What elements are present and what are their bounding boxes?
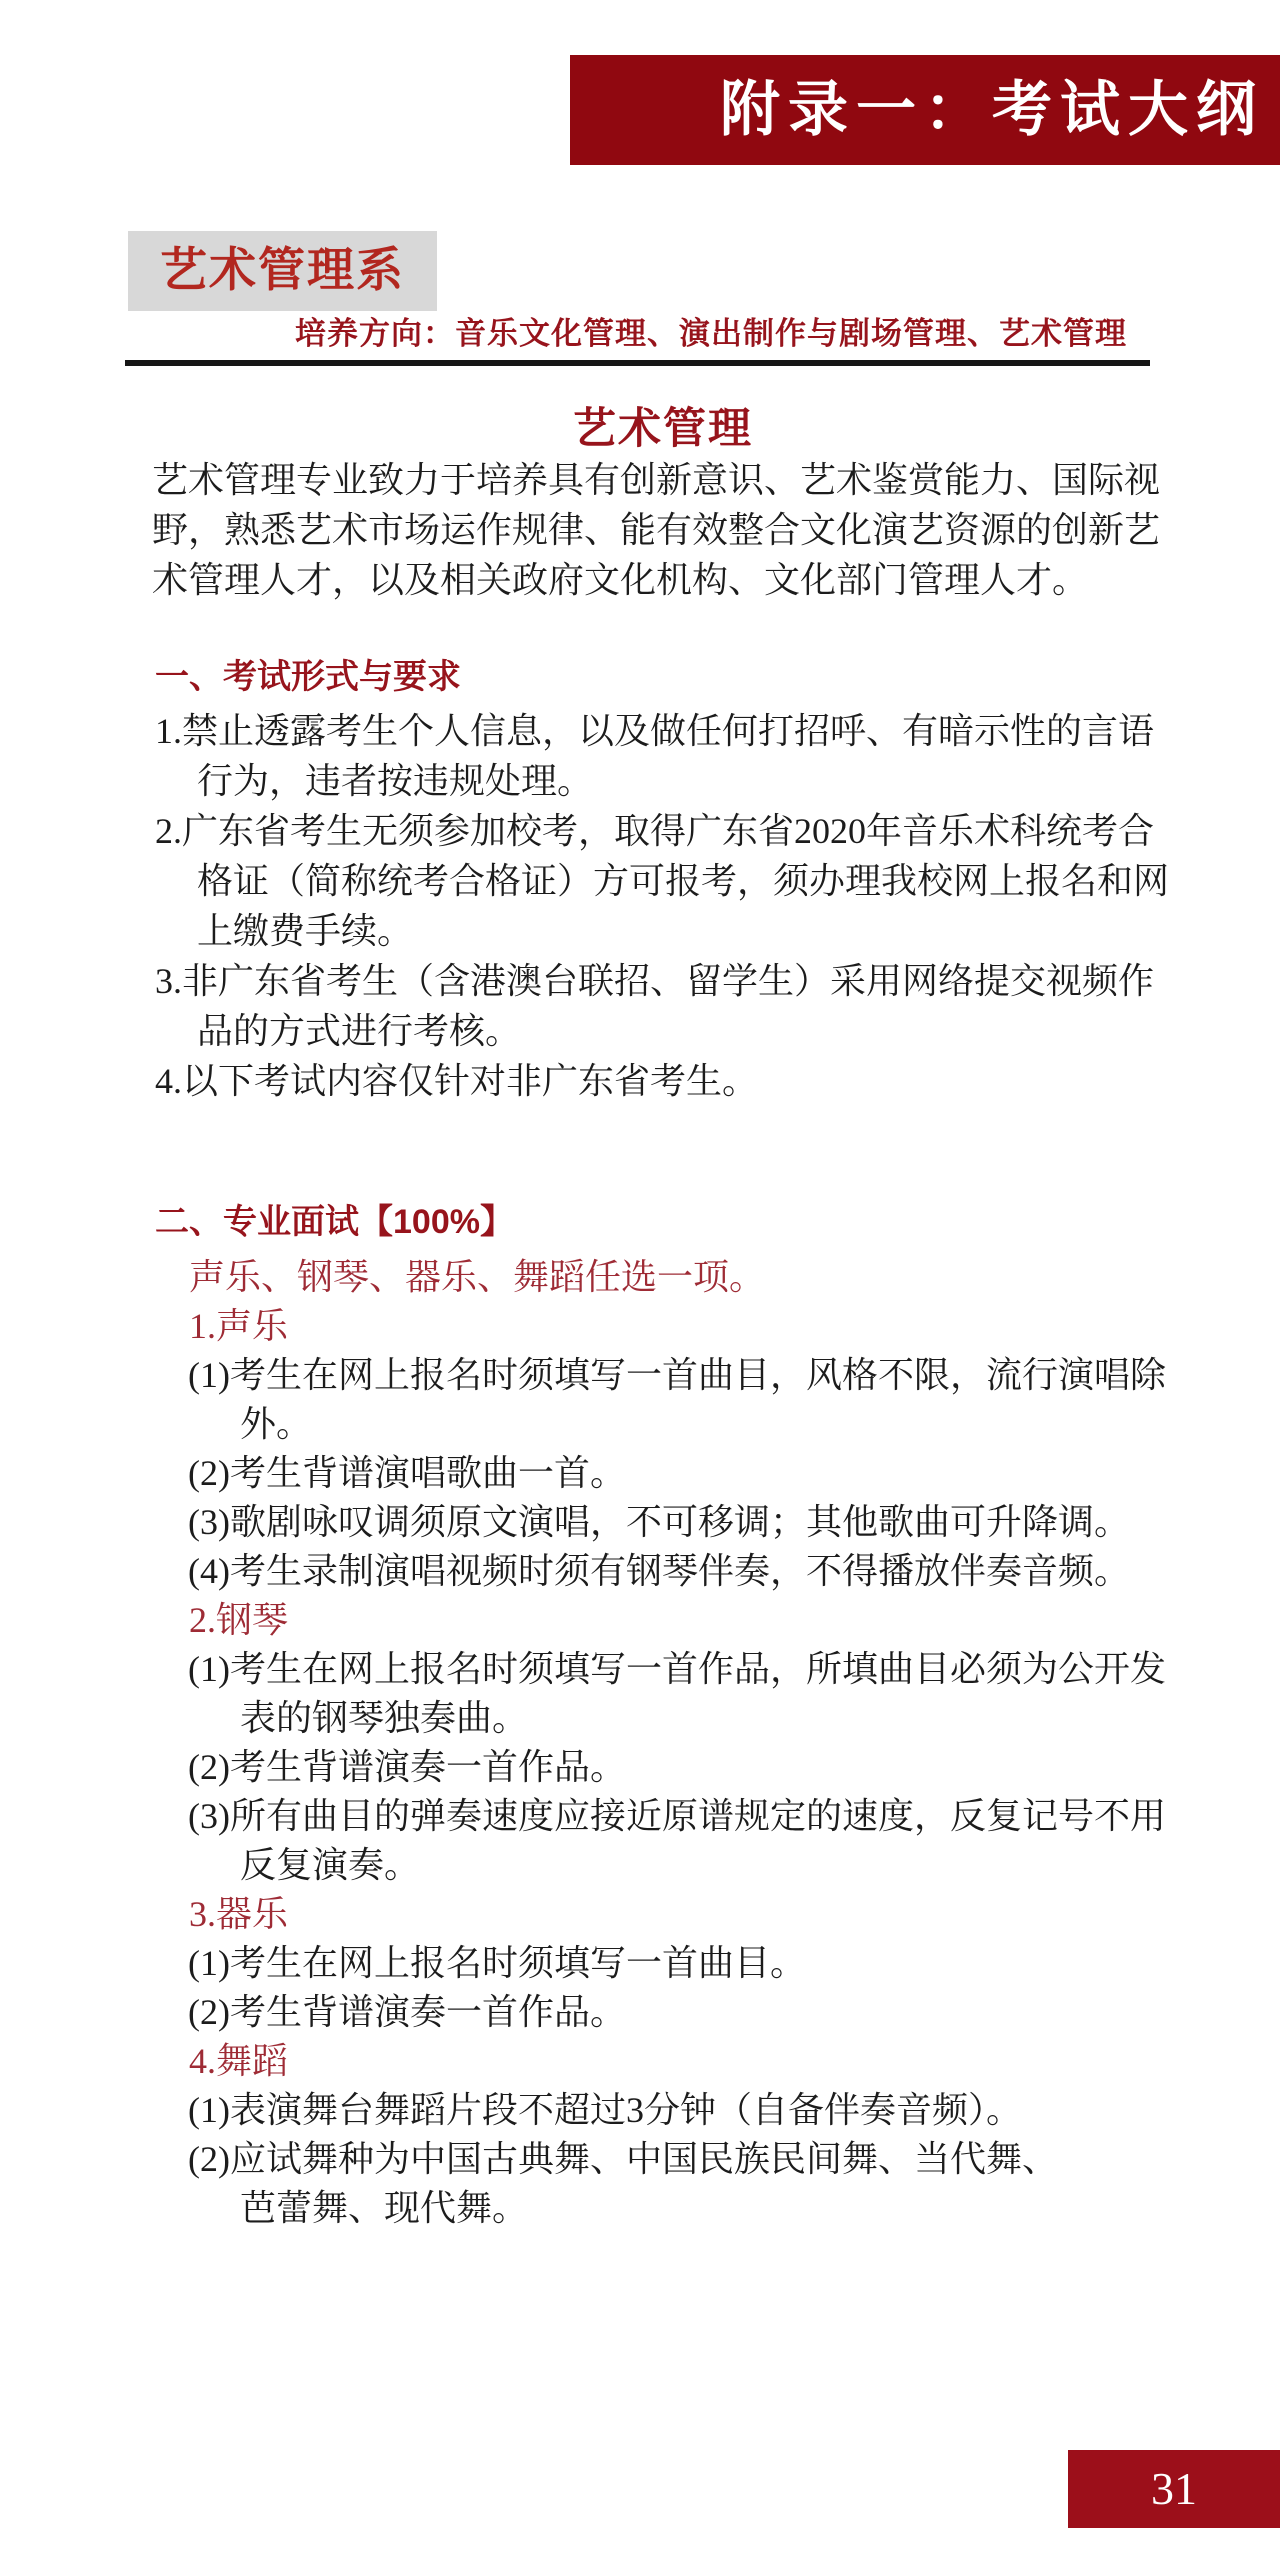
text-line: 术管理人才，以及相关政府文化机构、文化部门管理人才。 xyxy=(152,560,1089,600)
page-number-box xyxy=(1068,2450,1280,2528)
text-line: (1)考生在网上报名时须填写一首曲目。 xyxy=(188,1943,806,1983)
text-line: 芭蕾舞、现代舞。 xyxy=(240,2188,529,2228)
text-line: (2)考生背谱演唱歌曲一首。 xyxy=(188,1453,626,1493)
appendix-banner xyxy=(570,55,1280,165)
text-line: (2)考生背谱演奏一首作品。 xyxy=(188,1747,626,1787)
text-line: (2)应试舞种为中国古典舞、中国民族民间舞、当代舞、 xyxy=(188,2139,1058,2179)
text-line: 4.以下考试内容仅针对非广东省考生。 xyxy=(155,1061,759,1101)
text-line: (4)考生录制演唱视频时须有钢琴伴奏，不得播放伴奏音频。 xyxy=(188,1551,1130,1591)
section-heading: 二、专业面试【100%】 xyxy=(155,1203,514,1241)
text-line: (1)考生在网上报名时须填写一首作品，所填曲目必须为公开发 xyxy=(188,1649,1166,1689)
text-line: (1)考生在网上报名时须填写一首曲目，风格不限，流行演唱除 xyxy=(188,1355,1166,1395)
section-heading: 一、考试形式与要求 xyxy=(155,658,461,696)
text-line: 2.广东省考生无须参加校考，取得广东省2020年音乐术科统考合 xyxy=(155,811,1155,851)
text-line: 3.非广东省考生（含港澳台联招、留学生）采用网络提交视频作 xyxy=(155,961,1155,1001)
major-intro-paragraph xyxy=(0,455,1280,605)
training-direction-text: 培养方向：音乐文化管理、演出制作与剧场管理、艺术管理 xyxy=(295,316,1127,351)
department-name: 艺术管理系 xyxy=(160,245,405,297)
text-line: 上缴费手续。 xyxy=(197,911,414,951)
text-line: 品的方式进行考核。 xyxy=(197,1011,522,1051)
page-number: 31 xyxy=(1151,2463,1197,2514)
section-exam-format xyxy=(0,648,1280,1106)
department-box xyxy=(128,231,437,311)
text-line: 2.钢琴 xyxy=(189,1600,289,1640)
section-lines xyxy=(0,1253,1280,2233)
text-line: (1)表演舞台舞蹈片段不超过3分钟（自备伴奏音频）。 xyxy=(188,2090,1022,2130)
text-line: (3)歌剧咏叹调须原文演唱，不可移调；其他歌曲可升降调。 xyxy=(188,1502,1130,1542)
text-line: 反复演奏。 xyxy=(240,1845,421,1885)
text-line: 行为，违者按违规处理。 xyxy=(197,761,594,801)
text-line: 3.器乐 xyxy=(189,1894,289,1934)
text-line: (2)考生背谱演奏一首作品。 xyxy=(188,1992,626,2032)
text-line: 格证（简称统考合格证）方可报考，须办理我校网上报名和网 xyxy=(197,861,1170,901)
text-line: 野，熟悉艺术市场运作规律、能有效整合文化演艺资源的创新艺 xyxy=(152,510,1161,550)
text-line: 1.声乐 xyxy=(189,1306,289,1346)
text-line: 艺术管理专业致力于培养具有创新意识、艺术鉴赏能力、国际视 xyxy=(152,460,1161,500)
text-line: 外。 xyxy=(240,1404,313,1444)
divider-rule xyxy=(125,360,1150,366)
text-line: 1.禁止透露考生个人信息，以及做任何打招呼、有暗示性的言语 xyxy=(155,711,1155,751)
appendix-banner-title: 附录一：考试大纲 xyxy=(720,77,1264,143)
text-line: 声乐、钢琴、器乐、舞蹈任选一项。 xyxy=(189,1257,766,1297)
text-line: 4.舞蹈 xyxy=(189,2041,289,2081)
section-interview xyxy=(0,1192,1280,2233)
section-lines xyxy=(0,706,1280,1106)
text-line: (3)所有曲目的弹奏速度应接近原谱规定的速度，反复记号不用 xyxy=(188,1796,1166,1836)
text-line: 表的钢琴独奏曲。 xyxy=(240,1698,529,1738)
major-title: 艺术管理 xyxy=(573,406,753,453)
